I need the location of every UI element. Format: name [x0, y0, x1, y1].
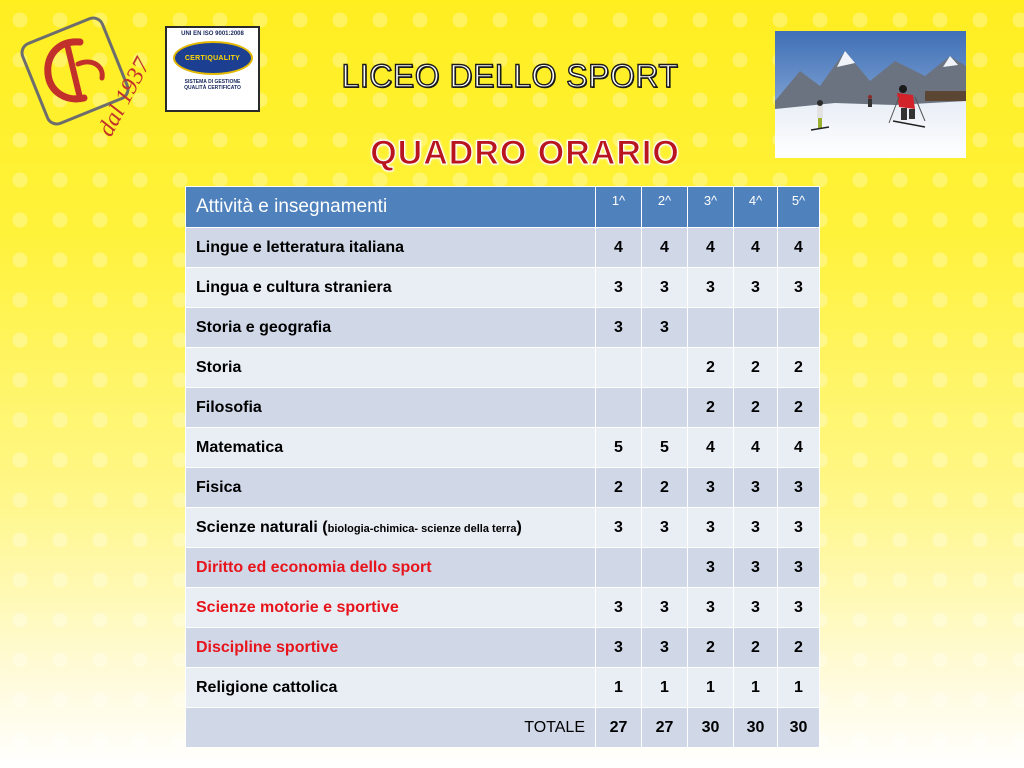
cert-caption [167, 79, 258, 91]
hours-cell: 1 [596, 668, 642, 708]
hours-cell: 2 [734, 388, 778, 428]
hours-cell: 5 [642, 428, 688, 468]
subject-name: Filosofia [196, 398, 262, 416]
subject-cell [186, 628, 596, 668]
hours-cell: 1 [642, 668, 688, 708]
hours-cell: 4 [596, 228, 642, 268]
table-row [186, 228, 820, 268]
subject-name: Lingue e letteratura italiana [196, 238, 405, 256]
hours-cell: 3 [642, 588, 688, 628]
hours-cell: 2 [778, 628, 820, 668]
total-cell: 30 [778, 708, 820, 748]
hours-cell: 3 [778, 268, 820, 308]
table-row [186, 628, 820, 668]
year-column-header: 4^ [734, 187, 778, 228]
subject-cell [186, 228, 596, 268]
table-row [186, 548, 820, 588]
hours-cell: 2 [688, 348, 734, 388]
totals-row [186, 708, 820, 748]
hours-cell: 3 [688, 548, 734, 588]
hours-cell: 3 [734, 508, 778, 548]
hours-cell: 4 [778, 428, 820, 468]
subject-name: Scienze motorie e sportive [196, 598, 399, 616]
hours-cell: 2 [688, 628, 734, 668]
hours-cell: 3 [688, 268, 734, 308]
hours-cell: 5 [596, 428, 642, 468]
hours-cell: 3 [596, 268, 642, 308]
hours-cell: 2 [778, 348, 820, 388]
table-header-row [186, 187, 820, 228]
hours-cell: 4 [688, 228, 734, 268]
hours-cell: 2 [688, 388, 734, 428]
hours-cell: 3 [642, 268, 688, 308]
hours-cell [596, 388, 642, 428]
table-row [186, 668, 820, 708]
subject-name: Storia e geografia [196, 318, 332, 336]
year-column-header: 5^ [778, 187, 820, 228]
school-logo [18, 18, 156, 146]
subject-cell [186, 468, 596, 508]
hours-cell: 3 [778, 508, 820, 548]
hours-cell: 3 [778, 548, 820, 588]
subject-cell [186, 268, 596, 308]
hours-cell: 4 [688, 428, 734, 468]
subject-name: Storia [196, 358, 242, 376]
hours-cell [596, 548, 642, 588]
table-row [186, 428, 820, 468]
hours-cell [642, 548, 688, 588]
hours-cell: 1 [734, 668, 778, 708]
subject-name: Religione cattolica [196, 678, 338, 696]
hours-cell: 4 [778, 228, 820, 268]
ski-photo-image [775, 31, 966, 158]
hours-cell: 3 [688, 588, 734, 628]
total-cell: 30 [688, 708, 734, 748]
cert-caption-line2: QUALITÀ CERTIFICATO [184, 85, 241, 91]
subject-note: biologia-chimica- scienze della terra [327, 522, 517, 535]
certification-badge [165, 26, 260, 112]
cert-caption-line1: SISTEMA DI GESTIONE [184, 79, 241, 85]
subject-cell [186, 668, 596, 708]
year-column-header: 2^ [642, 187, 688, 228]
total-cell: 27 [642, 708, 688, 748]
hours-cell: 3 [642, 508, 688, 548]
hours-cell: 2 [778, 388, 820, 428]
cert-standard: UNI EN ISO 9001:2008 [181, 31, 244, 37]
hours-cell [688, 308, 734, 348]
table-row [186, 388, 820, 428]
schedule-table [185, 186, 820, 748]
hours-cell [778, 308, 820, 348]
hours-cell: 4 [642, 228, 688, 268]
subject-cell [186, 308, 596, 348]
hours-cell [642, 348, 688, 388]
hours-cell: 4 [734, 228, 778, 268]
table-row [186, 508, 820, 548]
table-row [186, 348, 820, 388]
hours-cell: 2 [642, 468, 688, 508]
hours-cell [734, 308, 778, 348]
cert-brand: CERTIQUALITY [173, 41, 253, 75]
table-row [186, 588, 820, 628]
hours-cell: 3 [596, 308, 642, 348]
total-cell: 30 [734, 708, 778, 748]
subject-name: Scienze naturali ( [196, 518, 328, 536]
hours-cell: 3 [688, 508, 734, 548]
subject-name: Lingua e cultura straniera [196, 278, 392, 296]
logo-text: dal 1937 [93, 53, 156, 141]
hours-cell: 1 [688, 668, 734, 708]
subject-cell [186, 588, 596, 628]
subject-name: Fisica [196, 478, 242, 496]
hours-cell: 2 [734, 628, 778, 668]
school-logo-icon [18, 18, 156, 146]
hours-cell: 3 [596, 628, 642, 668]
ski-photo [775, 31, 966, 158]
hours-cell: 3 [778, 588, 820, 628]
hours-cell: 1 [778, 668, 820, 708]
hours-cell: 3 [734, 588, 778, 628]
hours-cell [596, 348, 642, 388]
hours-cell: 3 [688, 468, 734, 508]
total-label: TOTALE [186, 708, 596, 748]
subject-cell [186, 348, 596, 388]
subject-cell [186, 428, 596, 468]
page-title: LICEO DELLO SPORT [341, 58, 679, 94]
hours-cell: 3 [778, 468, 820, 508]
year-column-header: 1^ [596, 187, 642, 228]
hours-cell: 3 [734, 468, 778, 508]
hours-cell [642, 388, 688, 428]
subject-cell [186, 548, 596, 588]
year-column-header: 3^ [688, 187, 734, 228]
hours-cell: 2 [596, 468, 642, 508]
subject-name: Diritto ed economia dello sport [196, 558, 432, 576]
hours-cell: 3 [642, 628, 688, 668]
hours-cell: 3 [734, 268, 778, 308]
hours-cell: 3 [596, 588, 642, 628]
hours-cell: 3 [734, 548, 778, 588]
hours-cell: 2 [734, 348, 778, 388]
page-subtitle: QUADRO ORARIO [370, 134, 680, 172]
table-row [186, 268, 820, 308]
hours-cell: 3 [642, 308, 688, 348]
subject-cell [186, 388, 596, 428]
table-row [186, 308, 820, 348]
total-cell: 27 [596, 708, 642, 748]
subject-name: Discipline sportive [196, 638, 339, 656]
subject-cell [186, 508, 596, 548]
subject-name: Matematica [196, 438, 284, 456]
hours-cell: 4 [734, 428, 778, 468]
subject-column-header: Attività e insegnamenti [186, 187, 596, 228]
hours-cell: 3 [596, 508, 642, 548]
table-row [186, 468, 820, 508]
subject-note-close: ) [516, 518, 522, 536]
